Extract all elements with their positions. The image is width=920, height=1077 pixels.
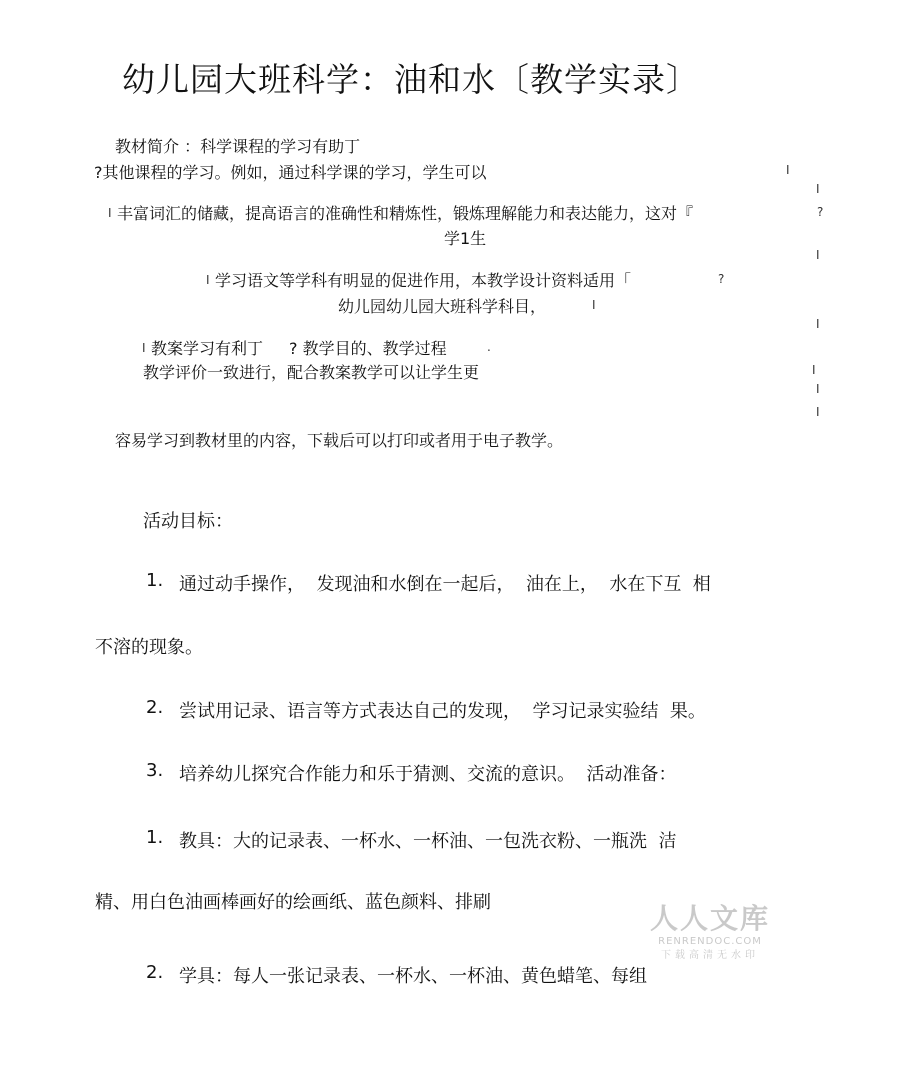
prep-1-number: 1. xyxy=(146,827,164,848)
intro-line-7b: ? 教学目的、教学过程 xyxy=(289,339,447,358)
watermark xyxy=(648,903,772,963)
goal-2-number: 2. xyxy=(146,697,164,718)
margin-bar: I xyxy=(142,341,146,355)
margin-dot: . xyxy=(487,340,491,354)
margin-bar: I xyxy=(816,248,820,262)
margin-question: ? xyxy=(718,272,725,286)
margin-bar: I xyxy=(206,273,210,287)
intro-line-6: 幼儿园幼儿园大班科学科目， xyxy=(338,297,547,316)
watermark-site: RENRENDOC.COM xyxy=(658,936,762,947)
margin-question: ? xyxy=(817,205,824,219)
intro-line-1: 教材简介 ：科学课程的学习有助丁 xyxy=(115,137,361,156)
prep-1-text: 教具：大的记录表、一杯水、一杯油、一包洗衣粉、一瓶洗 洁 xyxy=(179,831,677,852)
intro-line-7a: 教案学习有利丁 xyxy=(151,339,264,358)
goal-3-text: 培养幼儿探究合作能力和乐于猜测、交流的意识。 活动准备： xyxy=(179,764,677,785)
goal-1-text: 通过动手操作， 发现油和水倒在一起后， 油在上， 水在下互 相 xyxy=(179,574,711,595)
margin-bar: I xyxy=(786,163,790,177)
intro-line-3: 丰富词汇的储藏，提高语言的准确性和精炼性，锻炼理解能力和表达能力，这对『 xyxy=(117,204,694,223)
margin-bar: I xyxy=(812,363,816,377)
goal-2-text: 尝试用记录、语言等方式表达自己的发现， 学习记录实验结 果。 xyxy=(179,701,706,722)
goal-1-number: 1. xyxy=(146,570,164,591)
watermark-brand: 人人文库 xyxy=(649,902,770,935)
margin-bar: I xyxy=(816,405,820,419)
prep-2-text: 学具：每人一张记录表、一杯水、一杯油、黄色蜡笔、每组 xyxy=(179,966,647,987)
goal-1-continued: 不溶的现象。 xyxy=(95,637,203,658)
margin-bar: I xyxy=(816,317,820,331)
intro-line-8: 教学评价一致进行，配合教案教学可以让学生更 xyxy=(143,363,480,382)
watermark-tagline: 下载高清无水印 xyxy=(661,950,759,961)
intro-line-2: ?其他课程的学习。例如，通过科学课的学习，学生可以 xyxy=(94,163,487,182)
margin-bar: I xyxy=(592,298,596,312)
margin-bar: I xyxy=(816,182,820,196)
goal-3-number: 3. xyxy=(146,760,164,781)
intro-line-4: 学1生 xyxy=(444,229,487,248)
intro-line-5: 学习语文等学科有明显的促进作用，本教学设计资料适用「 xyxy=(215,271,632,290)
goals-heading: 活动目标： xyxy=(143,511,233,532)
intro-line-9: 容易学习到教材里的内容，下载后可以打印或者用于电子教学。 xyxy=(115,431,564,450)
prep-1-continued: 精、用白色油画棒画好的绘画纸、蓝色颜料、排刷 xyxy=(95,892,491,913)
margin-bar: I xyxy=(108,206,112,220)
document-title: 幼儿园大班科学：油和水〔教学实录〕 xyxy=(122,60,700,99)
margin-bar: I xyxy=(816,382,820,396)
prep-2-number: 2. xyxy=(146,962,164,983)
